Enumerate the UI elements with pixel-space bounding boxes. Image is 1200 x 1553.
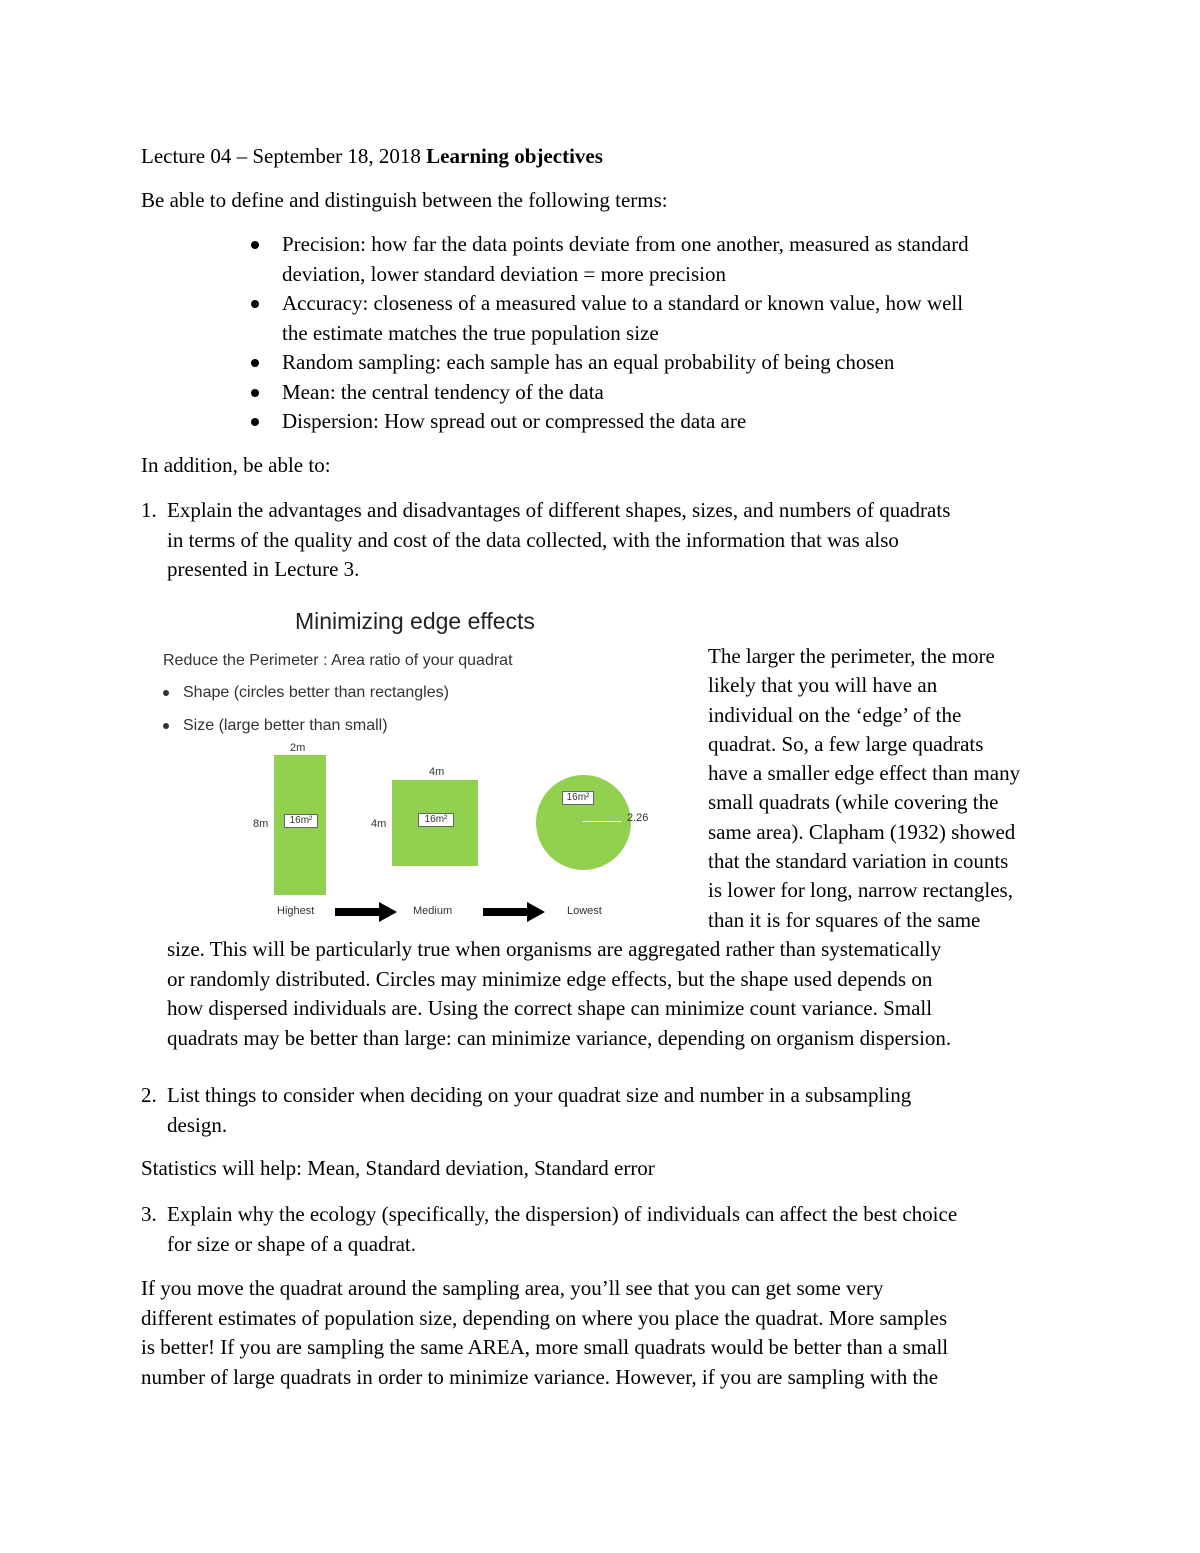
figure-bullet-text: Shape (circles better than rectangles)	[183, 684, 449, 701]
square-area-label: 16m²	[418, 813, 454, 827]
term-line: Dispersion: How spread out or compressed the data are	[282, 409, 747, 433]
bullet-icon	[251, 241, 259, 249]
term-line: the estimate matches the true population size	[282, 320, 659, 345]
list-item	[245, 230, 969, 289]
rect-height-label: 8m	[253, 818, 269, 830]
item-number: 1.	[141, 498, 157, 522]
item-number: 2.	[141, 1083, 157, 1107]
arrow-right-icon	[335, 902, 397, 922]
figure-bullet-size	[163, 717, 388, 735]
list-item	[245, 348, 969, 378]
square-caption: Medium	[413, 905, 453, 917]
side-line: is lower for long, narrow rectangles,	[708, 878, 1013, 903]
paragraph-line: how dispersed individuals are. Using the correct shape can minimize count variance. Small	[167, 996, 933, 1020]
square-height-label: 4m	[371, 818, 387, 830]
side-line: quadrat. So, a few large quadrats	[708, 731, 984, 756]
item-text	[167, 1200, 957, 1259]
bullet-icon	[163, 723, 169, 729]
terms-list	[245, 230, 969, 437]
heading-date: Lecture 04 – September 18, 2018	[141, 144, 427, 168]
circle-area-label: 16m²	[562, 791, 594, 805]
circle-quadrat	[536, 775, 631, 870]
figure-side-text	[708, 642, 1020, 935]
item-line: presented in Lecture 3.	[167, 557, 360, 581]
side-line: that the standard variation in counts	[708, 849, 1009, 874]
paragraph-line: or randomly distributed. Circles may minimize edge effects, but the shape used depends on	[167, 966, 933, 991]
paragraph-line: size. This will be particularly true when organisms are aggregated rather than systematically	[167, 937, 942, 961]
circle-radius-label: 2.26	[627, 812, 649, 824]
side-line: have a smaller edge effect than many	[708, 761, 1021, 786]
side-line: than it is for squares of the same	[708, 907, 981, 932]
continuation-paragraph	[167, 935, 951, 1053]
item-line: in terms of the quality and cost of the data collected, with the information that was also	[167, 527, 899, 552]
figure-title: Minimizing edge effects	[295, 608, 535, 634]
circle-radius-line	[583, 821, 621, 822]
bullet-icon	[251, 359, 259, 367]
side-line: individual on the ‘edge’ of the	[708, 702, 962, 727]
term-line: Precision: how far the data points deviate from one another, measured as standard	[282, 232, 969, 256]
side-line: likely that you will have an	[708, 673, 938, 698]
circle-caption: Lowest	[567, 905, 602, 917]
arrow-right-icon	[483, 902, 545, 922]
list-item	[245, 289, 969, 348]
side-line: The larger the perimeter, the more	[708, 644, 995, 668]
side-line: small quadrats (while covering the	[708, 790, 999, 815]
term-line: Mean: the central tendency of the data	[282, 379, 604, 404]
paragraph-line: different estimates of population size, depending on where you place the quadrat. More samples	[141, 1305, 948, 1330]
bullet-icon	[163, 690, 169, 696]
lecture-heading	[141, 142, 603, 172]
bullet-icon	[251, 418, 259, 426]
figure-bullet-text: Size (large better than small)	[183, 717, 388, 734]
paragraph-line: If you move the quadrat around the sampling area, you’ll see that you can get some very	[141, 1276, 884, 1300]
item-text	[167, 1081, 911, 1140]
final-paragraph	[141, 1274, 948, 1392]
paragraph-line: number of large quadrats in order to minimize variance. However, if you are sampling with the	[141, 1364, 939, 1389]
figure-subtitle: Reduce the Perimeter : Area ratio of your quadrat	[163, 652, 513, 669]
list-item	[245, 378, 969, 408]
square-width-label: 4m	[429, 766, 445, 778]
item-text	[167, 496, 950, 585]
item-line: Explain why the ecology (specifically, the dispersion) of individuals can affect the best choice	[167, 1202, 958, 1226]
term-line: deviation, lower standard deviation = more precision	[282, 261, 726, 286]
in-addition-text: In addition, be able to:	[141, 453, 331, 477]
rect-caption: Highest	[277, 905, 315, 917]
list-item	[245, 407, 969, 437]
term-line: Random sampling: each sample has an equal probability of being chosen	[282, 350, 895, 374]
figure-bullet-shape	[163, 684, 449, 702]
item-number: 3.	[141, 1202, 157, 1226]
item-line: List things to consider when deciding on your quadrat size and number in a subsampling	[167, 1083, 912, 1107]
rect-area-label: 16m²	[284, 814, 318, 828]
heading-learning-objectives: Learning objectives	[426, 144, 603, 168]
item-line: Explain the advantages and disadvantages of different shapes, sizes, and numbers of quadrats	[167, 498, 951, 522]
term-line: Accuracy: closeness of a measured value to a standard or known value, how well	[282, 291, 964, 315]
edge-effects-figure	[145, 600, 695, 935]
rect-width-label: 2m	[290, 742, 306, 754]
item-line: design.	[167, 1112, 228, 1137]
paragraph-line: is better! If you are sampling the same AREA, more small quadrats would be better than a small	[141, 1335, 949, 1359]
paragraph-line: quadrats may be better than large: can minimize variance, depending on organism dispersion.	[167, 1025, 952, 1050]
intro-text: Be able to define and distinguish between the following terms:	[141, 188, 668, 212]
bullet-icon	[251, 389, 259, 397]
bullet-icon	[251, 300, 259, 308]
side-line: same area). Clapham (1932) showed	[708, 819, 1016, 844]
statistics-text: Statistics will help: Mean, Standard deviation, Standard error	[141, 1156, 655, 1180]
item-line: for size or shape of a quadrat.	[167, 1231, 416, 1256]
